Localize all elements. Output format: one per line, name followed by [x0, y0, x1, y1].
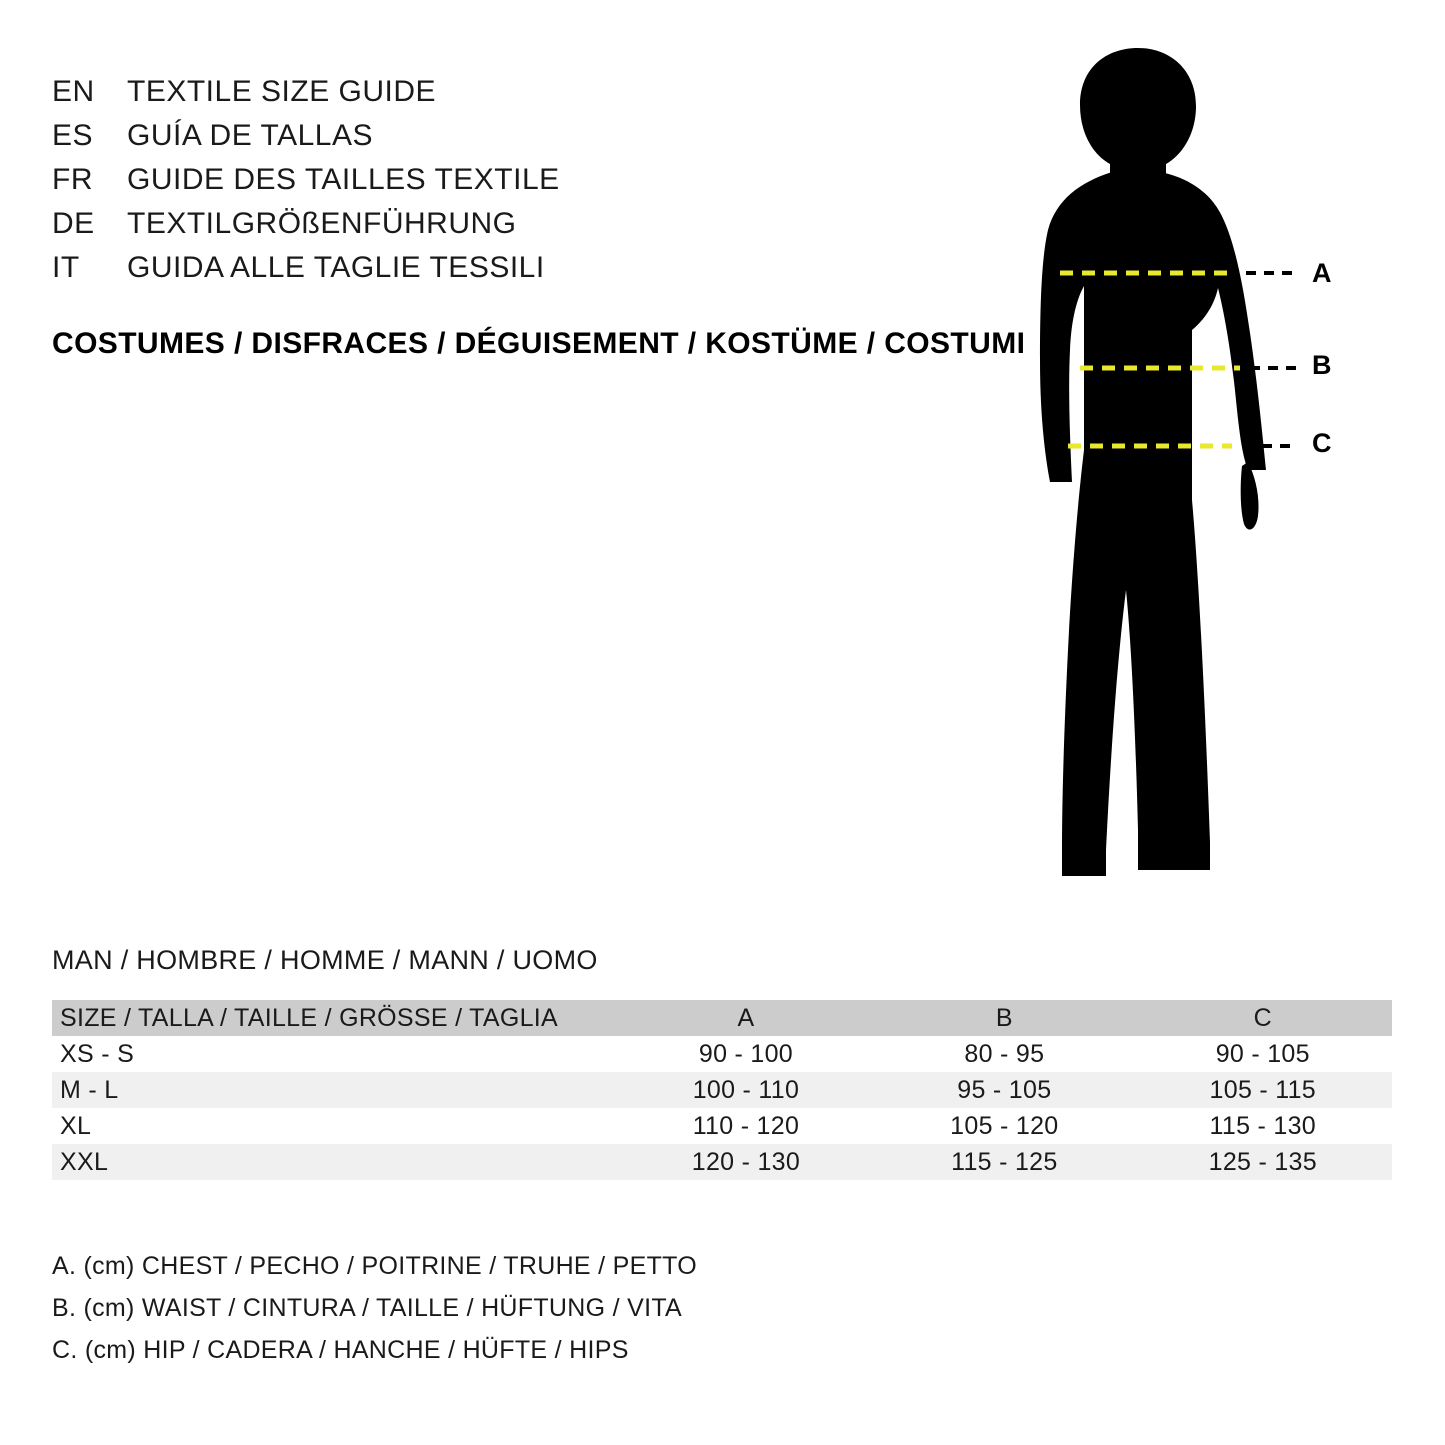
language-list: [52, 70, 952, 290]
cell-b: 95 - 105: [957, 1075, 1052, 1104]
marker-label-c: C: [1312, 428, 1332, 458]
language-code: DE: [52, 207, 95, 240]
table-row: [52, 1036, 1392, 1072]
cell-size: XL: [60, 1111, 92, 1140]
table-row: [52, 1108, 1392, 1144]
language-text: GUIDE DES TAILLES TEXTILE: [127, 163, 560, 196]
cell-size: M - L: [60, 1075, 119, 1104]
table-body: [52, 1036, 1392, 1180]
language-row: [52, 114, 952, 158]
column-header-size: SIZE / TALLA / TAILLE / GRÖSSE / TAGLIA: [52, 1000, 617, 1036]
cell-c: 125 - 135: [1208, 1147, 1317, 1176]
language-text: TEXTILGRÖßENFÜHRUNG: [127, 207, 517, 240]
language-text: GUÍA DE TALLAS: [127, 119, 373, 152]
table-header: [52, 1000, 1392, 1036]
language-code: FR: [52, 163, 93, 196]
table-row: [52, 1072, 1392, 1108]
language-code: ES: [52, 119, 94, 152]
language-row: [52, 158, 952, 202]
marker-label-b: B: [1312, 350, 1332, 380]
cell-c: 90 - 105: [1215, 1039, 1310, 1068]
column-header-a: A: [617, 1000, 875, 1036]
cell-size: XXL: [60, 1147, 109, 1176]
cell-c: 105 - 115: [1209, 1075, 1317, 1104]
cell-a: 110 - 120: [692, 1111, 800, 1140]
cell-b: 80 - 95: [964, 1039, 1045, 1068]
table-row: [52, 1144, 1392, 1180]
cell-b: 115 - 125: [951, 1147, 1058, 1176]
measurement-figure: [960, 30, 1380, 900]
marker-label-a: A: [1312, 258, 1332, 288]
column-header-b: B: [875, 1000, 1133, 1036]
size-table: [52, 1000, 1392, 1180]
measurement-legend: [52, 1245, 697, 1371]
legend-line-b: B. (cm) WAIST / CINTURA / TAILLE / HÜFTUNG / VITA: [52, 1294, 683, 1322]
language-text: TEXTILE SIZE GUIDE: [127, 75, 437, 108]
language-row: [52, 70, 952, 114]
language-code: EN: [52, 75, 95, 108]
language-text: GUIDA ALLE TAGLIE TESSILI: [127, 251, 545, 284]
category-heading: COSTUMES / DISFRACES / DÉGUISEMENT / KOSTÜME / COSTUMI: [52, 327, 1026, 360]
cell-size: XS - S: [60, 1039, 135, 1068]
cell-a: 120 - 130: [691, 1147, 801, 1176]
language-code: IT: [52, 251, 80, 284]
language-row: [52, 246, 952, 290]
cell-b: 105 - 120: [950, 1111, 1059, 1140]
column-header-c: C: [1134, 1000, 1392, 1036]
table-header-row: [52, 1000, 1392, 1036]
legend-line-a: A. (cm) CHEST / PECHO / POITRINE / TRUHE / PETTO: [52, 1252, 698, 1280]
cell-c: 115 - 130: [1209, 1111, 1317, 1140]
cell-a: 90 - 100: [698, 1039, 793, 1068]
measurement-lines: [960, 30, 1380, 900]
cell-a: 100 - 110: [692, 1075, 800, 1104]
table-section-title: MAN / HOMBRE / HOMME / MANN / UOMO: [52, 945, 598, 975]
language-row: [52, 202, 952, 246]
legend-line-c: C. (cm) HIP / CADERA / HANCHE / HÜFTE / HIPS: [52, 1336, 629, 1364]
